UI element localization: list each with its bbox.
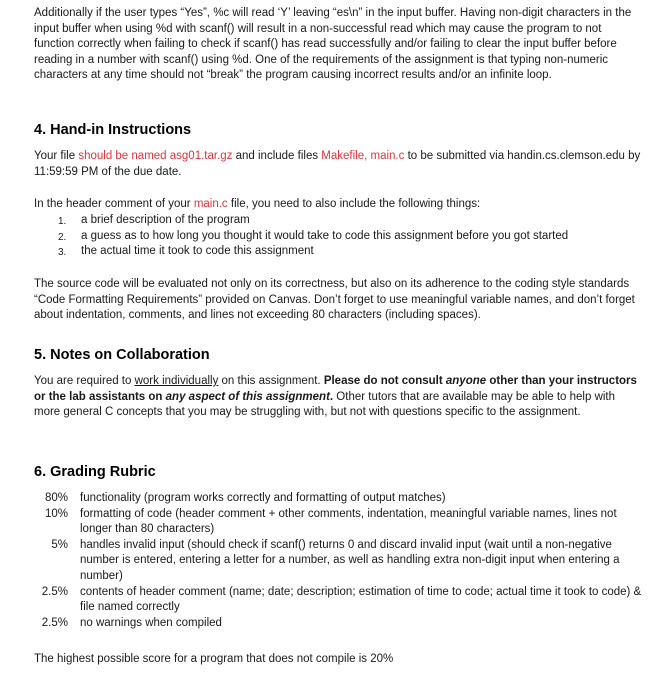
- header-comment-list: [34, 213, 634, 260]
- handin-heading: 4. Hand-in Instructions: [34, 122, 192, 138]
- grading-footer: The highest possible score for a program that does not compile is 20%: [34, 653, 394, 665]
- handin-paragraph-3: The source code will be evaluated not only on its correctness, but also on its adherence to the coding style standards “Code Formatting Requirements” provided on Canvas. Don’t forget to use meaningful variable names, and don’t forget about indentation, comments, and lines not exceeding 80 characters (including spaces).: [34, 278, 635, 322]
- work-individually: work individually: [134, 375, 219, 387]
- list-item: 1. a brief description of the program: [58, 214, 250, 227]
- collab-paragraph: You are required to work individually on this assignment. Please do not consult anyone other than your instructors or the lab assistants on any aspect of this assignment. Other tutors that are available may be able to help with more general C concepts that you may be struggling with, but not with questions specific to the assignment.: [34, 375, 637, 419]
- list-item: 3. the actual time it took to code this assignment: [58, 245, 314, 259]
- handin-paragraph-2: In the header comment of your main.c file, you need to also include the following things:: [34, 198, 481, 210]
- intro-text: Additionally if the user types “Yes”, %c will read ‘Y’ leaving “es\n” in the input buffer. Having non-digit characters in the input buffer when using %d with scanf() will result in a non-successful read which may cause the program to not function correctly when failing to check if scanf() has read successfully and/or failing to clear the input buffer before reading in a number with scanf() using %d. One of the requirements of the assignment is that typing non-numeric characters at any time should not “break” the program causing incorrect results and/or an infinite loop.: [34, 7, 632, 82]
- grading-rubric: [30, 491, 642, 631]
- main-file: main.c: [193, 198, 228, 210]
- rubric-row: 5% handles invalid input (should check if scanf() returns 0 and discard invalid input (wait until a non-negative number is entered, entering a letter for a number, as well as handling extra non-digit input when entering a number): [51, 538, 620, 582]
- filename-requirement: should be named asg01.tar.gz: [78, 150, 233, 162]
- list-item: 2. a guess as to how long you thought it would take to code this assignment before you got started: [58, 229, 569, 243]
- required-files: Makefile, main.c: [321, 150, 405, 162]
- intro-paragraph: [34, 6, 642, 84]
- grading-heading: 6. Grading Rubric: [34, 464, 156, 480]
- collab-heading: 5. Notes on Collaboration: [34, 347, 210, 363]
- rubric-row: 80% functionality (program works correctly and formatting of output matches): [44, 492, 446, 504]
- rubric-row: 2.5% contents of header comment (name; date; description; estimation of time to code; actual time it took to code) & file named correctly: [41, 585, 642, 614]
- handin-paragraph-1: Your file should be named asg01.tar.gz and include files Makefile, main.c to be submitted via handin.cs.clemson.edu by 11:59:59 PM of the due date.: [34, 150, 641, 178]
- rubric-row: 10% formatting of code (header comment + other comments, indentation, meaningful variable names, lines not longer than 80 characters): [44, 507, 617, 536]
- rubric-row: 2.5% no warnings when compiled: [41, 616, 222, 629]
